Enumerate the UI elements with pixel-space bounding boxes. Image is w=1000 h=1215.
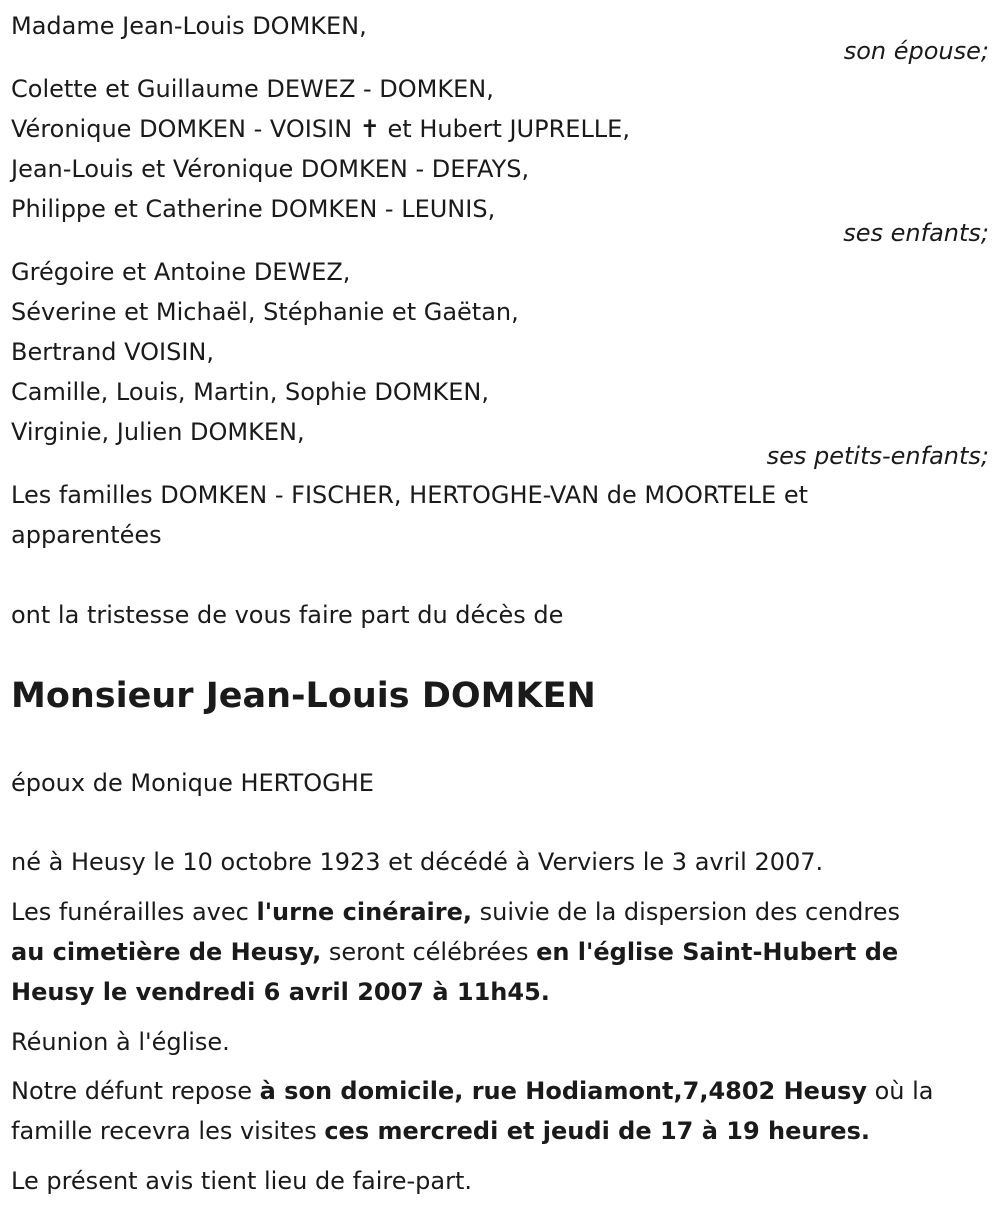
funeral-urn: l'urne cinéraire, bbox=[256, 898, 472, 926]
funeral-text: Les funérailles avec bbox=[11, 898, 257, 926]
birth-death: né à Heusy le 10 octobre 1923 et décédé à Verviers le 3 avril 2007. bbox=[11, 848, 824, 876]
funeral-text: suivie de la dispersion des cendres bbox=[472, 898, 901, 926]
funeral-line-2 bbox=[11, 932, 898, 972]
meeting: Réunion à l'église. bbox=[11, 1028, 230, 1056]
children-line: Véronique DOMKEN - VOISIN ✝ et Hubert JUPRELLE, bbox=[11, 115, 630, 143]
deceased-name: Monsieur Jean-Louis DOMKEN bbox=[11, 676, 596, 716]
funeral-date: Heusy le vendredi 6 avril 2007 à 11h45. bbox=[11, 978, 550, 1006]
children-role: ses enfants; bbox=[843, 219, 989, 247]
children-line: Philippe et Catherine DOMKEN - LEUNIS, bbox=[11, 195, 496, 223]
grandchildren-line: Séverine et Michaël, Stéphanie et Gaëtan, bbox=[11, 298, 519, 326]
grandchildren-line: Bertrand VOISIN, bbox=[11, 338, 215, 366]
families-line: Les familles DOMKEN - FISCHER, HERTOGHE-VAN de MOORTELE et bbox=[11, 481, 809, 509]
funeral-text: seront célébrées bbox=[321, 938, 537, 966]
families-line: apparentées bbox=[11, 521, 162, 549]
announcement: ont la tristesse de vous faire part du décès de bbox=[11, 601, 564, 629]
spouse-role: son épouse; bbox=[843, 37, 989, 65]
funeral-line-3 bbox=[11, 972, 550, 1012]
visit-line-2 bbox=[11, 1111, 870, 1151]
children-line: Jean-Louis et Véronique DOMKEN - DEFAYS, bbox=[11, 155, 530, 183]
spouse-name: Madame Jean-Louis DOMKEN, bbox=[11, 12, 367, 40]
grandchildren-line: Grégoire et Antoine DEWEZ, bbox=[11, 258, 351, 286]
visit-hours: ces mercredi et jeudi de 17 à 19 heures. bbox=[324, 1117, 870, 1145]
grandchildren-line: Camille, Louis, Martin, Sophie DOMKEN, bbox=[11, 378, 489, 406]
closing: Le présent avis tient lieu de faire-part. bbox=[11, 1167, 473, 1195]
funeral-line-1 bbox=[11, 892, 900, 932]
visit-line-1 bbox=[11, 1071, 934, 1111]
visit-address: à son domicile, rue Hodiamont,7,4802 Heusy bbox=[259, 1077, 867, 1105]
spouse-of: époux de Monique HERTOGHE bbox=[11, 769, 374, 797]
funeral-church: en l'église Saint-Hubert de bbox=[536, 938, 899, 966]
visit-text: famille recevra les visites bbox=[11, 1117, 325, 1145]
children-line: Colette et Guillaume DEWEZ - DOMKEN, bbox=[11, 75, 494, 103]
visit-text: où la bbox=[866, 1077, 934, 1105]
funeral-cemetery: au cimetière de Heusy, bbox=[11, 938, 322, 966]
grandchildren-role: ses petits-enfants; bbox=[766, 442, 989, 470]
grandchildren-line: Virginie, Julien DOMKEN, bbox=[11, 418, 305, 446]
visit-text: Notre défunt repose bbox=[11, 1077, 260, 1105]
